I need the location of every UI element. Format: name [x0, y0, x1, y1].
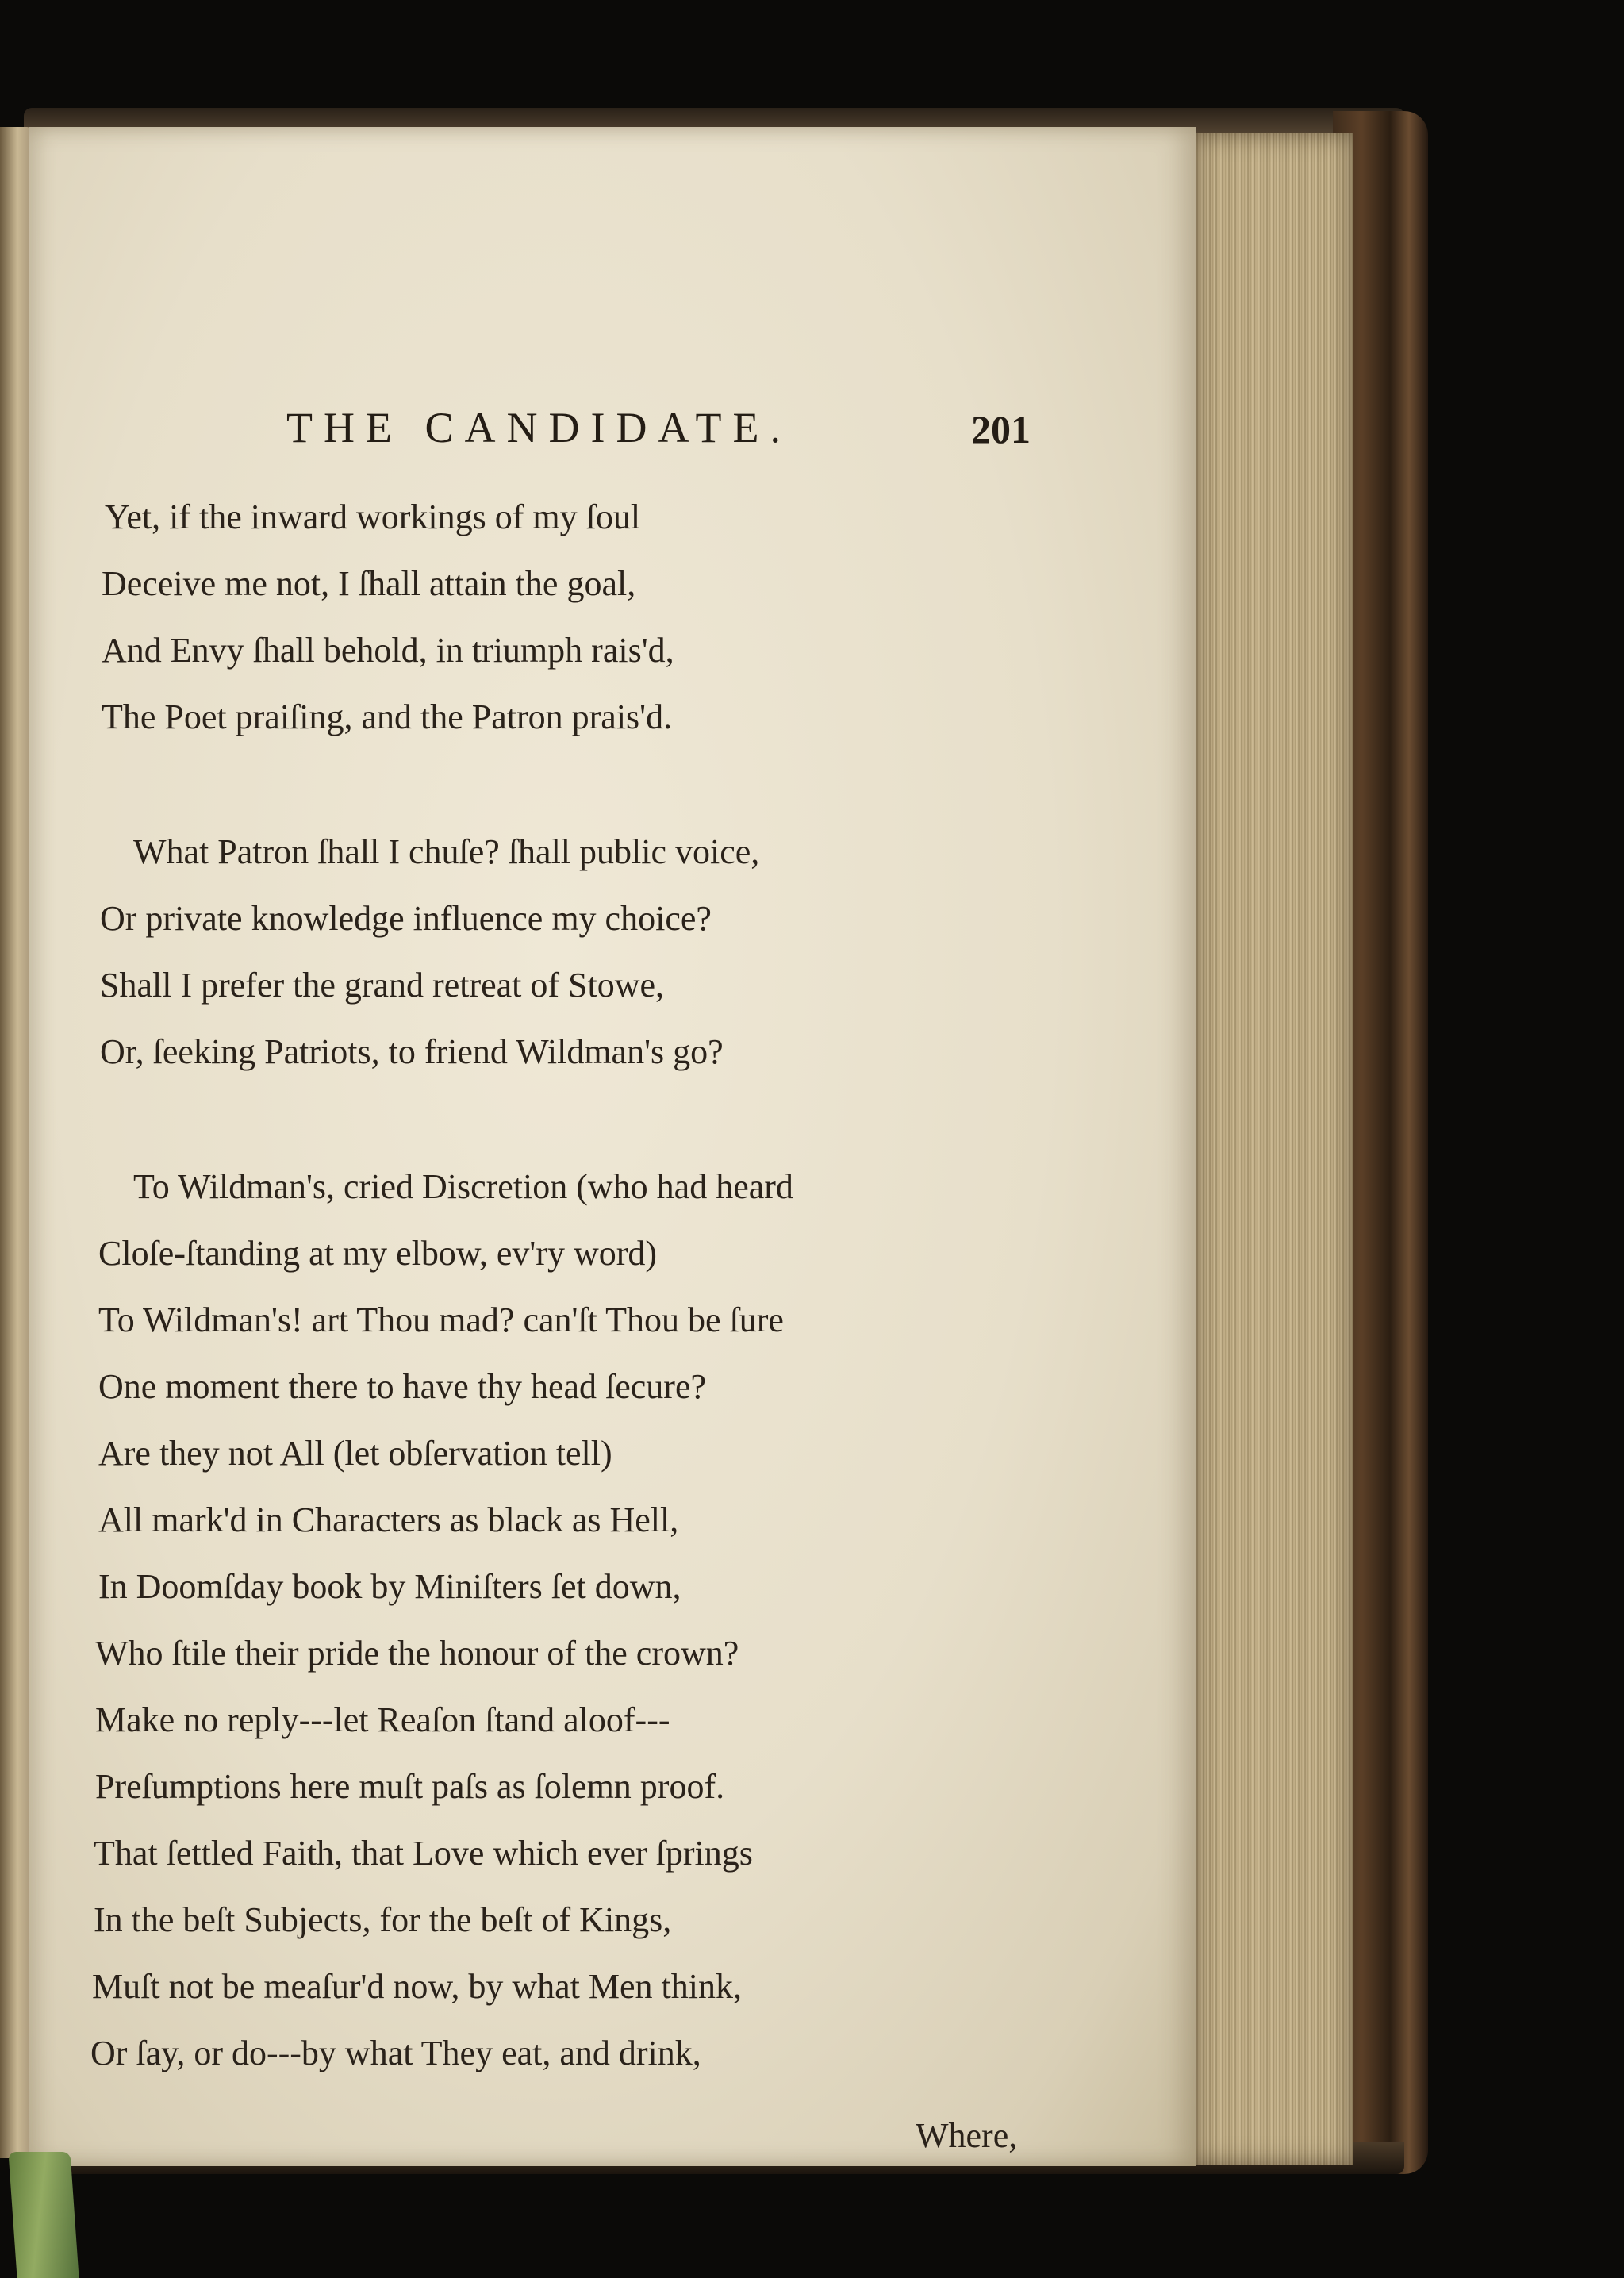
- verse-line: To Wildman's, cried Discretion (who had heard: [133, 1167, 793, 1206]
- verse-line: The Poet praiſing, and the Patron prais'd.: [102, 697, 673, 736]
- catchword: Where,: [916, 2116, 1018, 2155]
- facing-page-edge: [0, 127, 32, 2158]
- book-page: [29, 127, 1196, 2166]
- verse-line: That ſettled Faith, that Love which ever ſprings: [94, 1834, 753, 1873]
- verse-line: Muſt not be meaſur'd now, by what Men think,: [92, 1967, 742, 2006]
- verse-line: Or, ſeeking Patriots, to friend Wildman's go?: [100, 1032, 724, 1071]
- page-number: 201: [971, 407, 1031, 451]
- running-head: THE CANDIDATE.: [286, 404, 792, 451]
- verse-line: Are they not All (let obſervation tell): [98, 1434, 612, 1473]
- verse-line: Preſumptions here muſt paſs as ſolemn proof.: [95, 1767, 725, 1806]
- verse-line: Shall I prefer the grand retreat of Stowe,: [100, 966, 665, 1005]
- verse-line: Yet, if the inward workings of my ſoul: [105, 497, 641, 536]
- verse-line: Cloſe-ſtanding at my elbow, ev'ry word): [98, 1234, 658, 1273]
- bookmark-ribbon: [8, 2152, 79, 2278]
- page-block-edges: [1194, 133, 1353, 2165]
- verse-line: Or ſay, or do---by what They eat, and drink,: [90, 2034, 701, 2072]
- verse-line: In the beſt Subjects, for the beſt of Kings,: [94, 1900, 672, 1939]
- verse-line: And Envy ſhall behold, in triumph rais'd,: [102, 631, 674, 670]
- verse-line: Make no reply---let Reaſon ſtand aloof---: [95, 1700, 670, 1739]
- verse-line: To Wildman's! art Thou mad? can'ſt Thou be ſure: [98, 1300, 784, 1339]
- poem-text: [29, 127, 1196, 2166]
- verse-line: Deceive me not, I ſhall attain the goal,: [102, 564, 636, 603]
- verse-line: All mark'd in Characters as black as Hell,: [98, 1500, 679, 1539]
- verse-line: What Patron ſhall I chuſe? ſhall public voice,: [133, 832, 760, 871]
- verse-line: Who ſtile their pride the honour of the crown?: [95, 1634, 739, 1673]
- verse-line: Or private knowledge influence my choice?: [100, 899, 712, 938]
- verse-line: In Doomſday book by Miniſters ſet down,: [98, 1567, 681, 1606]
- verse-line: One moment there to have thy head ſecure?: [98, 1367, 707, 1406]
